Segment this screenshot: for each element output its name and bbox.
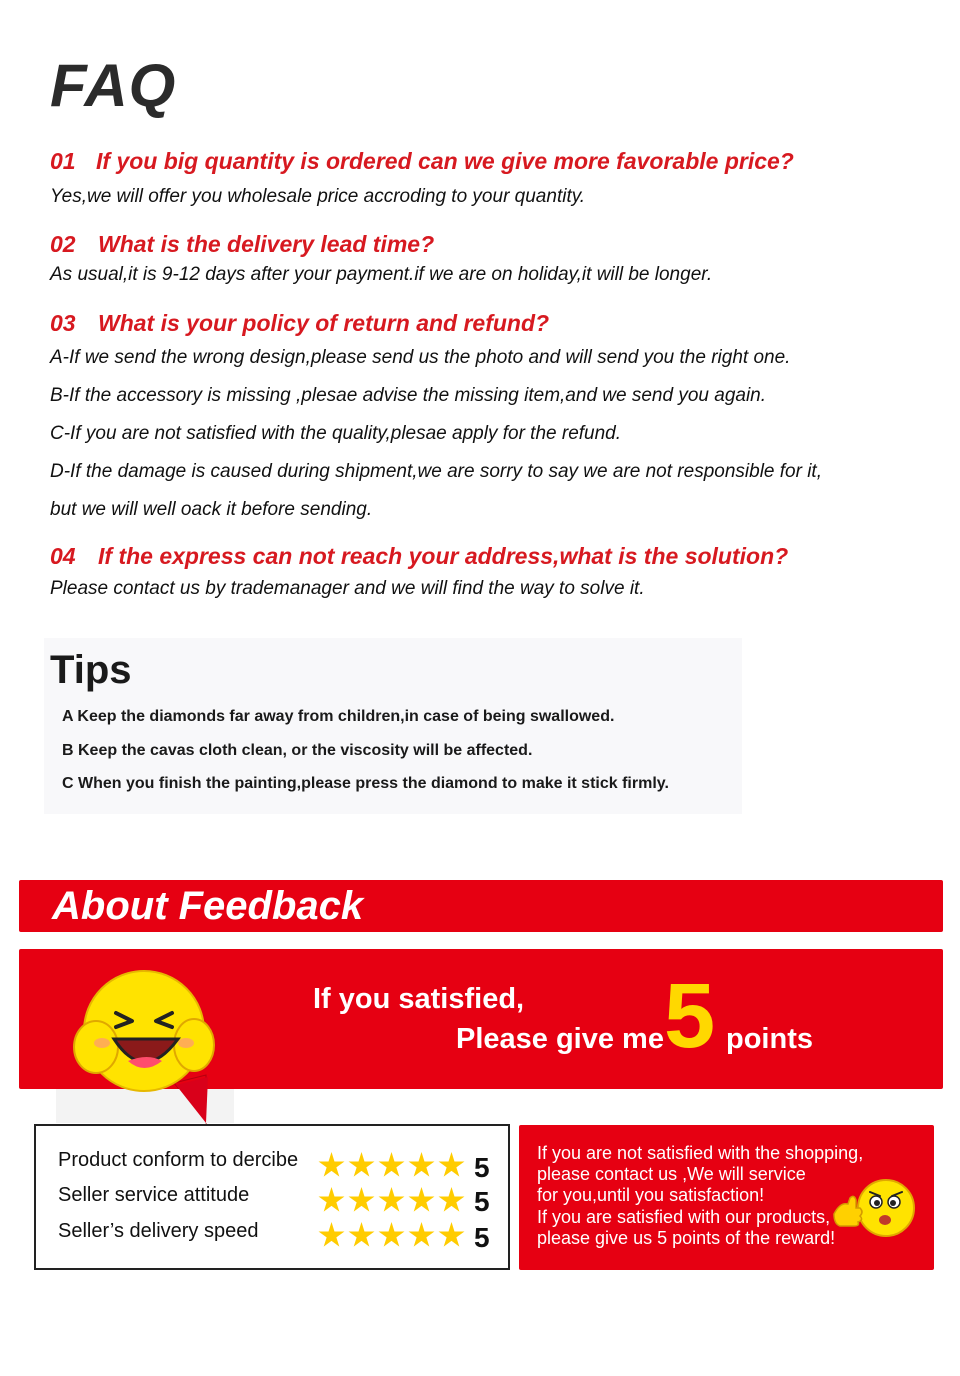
star-icon bbox=[348, 1152, 375, 1179]
faq-question-text: If the express can not reach your address,what is the solution? bbox=[98, 543, 789, 569]
faq-answer: Please contact us by trademanager and we will find the way to solve it. bbox=[50, 578, 645, 599]
note-line: please give us 5 points of the reward! bbox=[537, 1228, 836, 1248]
faq-question-01 bbox=[50, 150, 794, 173]
banner-line-1: If you satisfied, bbox=[313, 983, 525, 1015]
star-icon bbox=[438, 1187, 465, 1214]
faq-question-text: If you big quantity is ordered can we give more favorable price? bbox=[96, 148, 794, 174]
rating-value: 5 bbox=[474, 1222, 490, 1253]
star-icon bbox=[408, 1222, 435, 1249]
tip-item: A Keep the diamonds far away from children,in case of being swallowed. bbox=[62, 708, 615, 725]
banner-line-2: Please give me bbox=[456, 1023, 664, 1055]
star-rating bbox=[318, 1152, 465, 1182]
faq-answer: As usual,it is 9-12 days after your payment.if we are on holiday,it will be longer. bbox=[50, 264, 713, 285]
tip-item: C When you finish the painting,please press the diamond to make it stick firmly. bbox=[62, 775, 669, 792]
star-icon bbox=[408, 1187, 435, 1214]
star-icon bbox=[318, 1187, 345, 1214]
faq-number: 03 bbox=[50, 310, 76, 336]
star-icon bbox=[348, 1187, 375, 1214]
faq-answer: but we will well oack it before sending. bbox=[50, 499, 373, 520]
star-rating bbox=[318, 1187, 465, 1217]
faq-answer: Yes,we will offer you wholesale price accroding to your quantity. bbox=[50, 186, 586, 207]
laughing-emoji-icon bbox=[56, 965, 246, 1125]
banner-five-number: 5 bbox=[664, 965, 716, 1067]
banner-line-3: points bbox=[726, 1023, 813, 1055]
faq-answer: D-If the damage is caused during shipment,we are sorry to say we are not responsible for it, bbox=[50, 461, 822, 482]
feedback-title: About Feedback bbox=[52, 884, 364, 928]
faq-question-02 bbox=[50, 233, 434, 256]
star-icon bbox=[348, 1222, 375, 1249]
rating-label: Product conform to dercibe bbox=[58, 1149, 299, 1171]
star-icon bbox=[438, 1222, 465, 1249]
star-icon bbox=[378, 1222, 405, 1249]
rating-label: Seller’s delivery speed bbox=[58, 1220, 259, 1242]
faq-number: 02 bbox=[50, 231, 76, 257]
faq-answer: A-If we send the wrong design,please send us the photo and will send you the right one. bbox=[50, 347, 791, 368]
tips-title: Tips bbox=[50, 648, 132, 692]
faq-answer: B-If the accessory is missing ,plesae advise the missing item,and we send you again. bbox=[50, 385, 767, 406]
note-line: please contact us ,We will service bbox=[537, 1164, 806, 1184]
faq-question-03 bbox=[50, 312, 549, 335]
rating-label: Seller service attitude bbox=[58, 1184, 250, 1206]
faq-question-04 bbox=[50, 545, 788, 568]
star-icon bbox=[318, 1222, 345, 1249]
faq-question-text: What is the delivery lead time? bbox=[98, 231, 435, 257]
note-line: for you,until you satisfaction! bbox=[537, 1185, 765, 1205]
faq-number: 01 bbox=[50, 148, 76, 174]
star-icon bbox=[318, 1152, 345, 1179]
star-icon bbox=[378, 1152, 405, 1179]
faq-number: 04 bbox=[50, 543, 76, 569]
faq-question-text: What is your policy of return and refund? bbox=[98, 310, 550, 336]
star-icon bbox=[438, 1152, 465, 1179]
tip-item: B Keep the cavas cloth clean, or the viscosity will be affected. bbox=[62, 742, 533, 759]
rating-value: 5 bbox=[474, 1186, 490, 1217]
note-line: If you are satisfied with our products, bbox=[537, 1207, 831, 1227]
faq-answer: C-If you are not satisfied with the quality,plesae apply for the refund. bbox=[50, 423, 622, 444]
faq-title: FAQ bbox=[50, 52, 177, 119]
rating-value: 5 bbox=[474, 1152, 490, 1183]
thumbs-up-emoji-icon bbox=[830, 1172, 920, 1242]
note-line: If you are not satisfied with the shopping, bbox=[537, 1143, 864, 1163]
star-icon bbox=[378, 1187, 405, 1214]
star-rating bbox=[318, 1222, 465, 1252]
star-icon bbox=[408, 1152, 435, 1179]
